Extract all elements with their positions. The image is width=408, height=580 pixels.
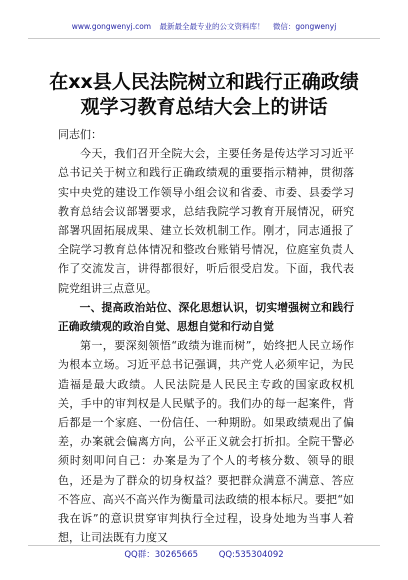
paragraph: 第一，要深刻领悟“政绩为谁而树”，始终把人民立场作为根本立场。习近平总书记强调，共产党人必须牢记，为民造福是最大政绩。人民法院是人民民主专政的国家政权机关，手中的审判权是人民赋予的。我们办的每一起案件，背后都是一个家庭、一份信任、一种期盼。如果政绩观出了偏差，办案就会偏离方向，公平正义就会打折扣。全院干警必须时刻叩问自己：办案是为了个人的考核分数、领导的眼色，还是为了群众的切身权益？要把群众满意不满意、答应不答应、高兴不高兴作为衡量司法政绩的根本标尺。要把“如我在诉”的意识贯穿审判执行全过程，设身处地为当事人着想，让司法既有力度又 [58,339,354,545]
page-header [0,22,408,32]
salutation: 同志们： [58,128,102,141]
page-footer [0,550,408,561]
header-site-link[interactable]: www.gongwenyj.com [71,22,152,31]
paragraph: 今天，我们召开全院大会，主要任务是传达学习习近平总书记关于树立和践行正确政绩观的重要指示精神，贯彻落实中央党的建设工作领导小组会议和省委、市委、县委学习教育总结会议部署要求，总结我院学习教育开展情况，研究部署巩固拓展成果、建立长效机制工作。刚才，同志通报了全院学习教育总体情况和整改台账销号情况，位庭室负责人作了交流发言，讲得都很好，听后很受启发。下面，我代表院党组讲三点意见。 [58,147,354,295]
header-divider [28,38,380,39]
document-body [58,125,354,547]
section-heading: 一、提高政治站位、深化思想认识，切实增强树立和践行正确政绩观的政治自觉、思想自觉和行动自觉 [58,300,354,334]
footer-divider [28,545,380,546]
header-wechat: 微信：gongwenyj [272,22,337,31]
document-title: 在xx县人民法院树立和践行正确政绩观学习教育总结大会上的讲话 [49,71,359,118]
footer-qq: QQ:535304092 [218,550,284,560]
footer-qq-group: QQ群：30265665 [124,550,199,560]
header-slogan: 最新最全最专业的公文资料库！ [159,22,265,31]
